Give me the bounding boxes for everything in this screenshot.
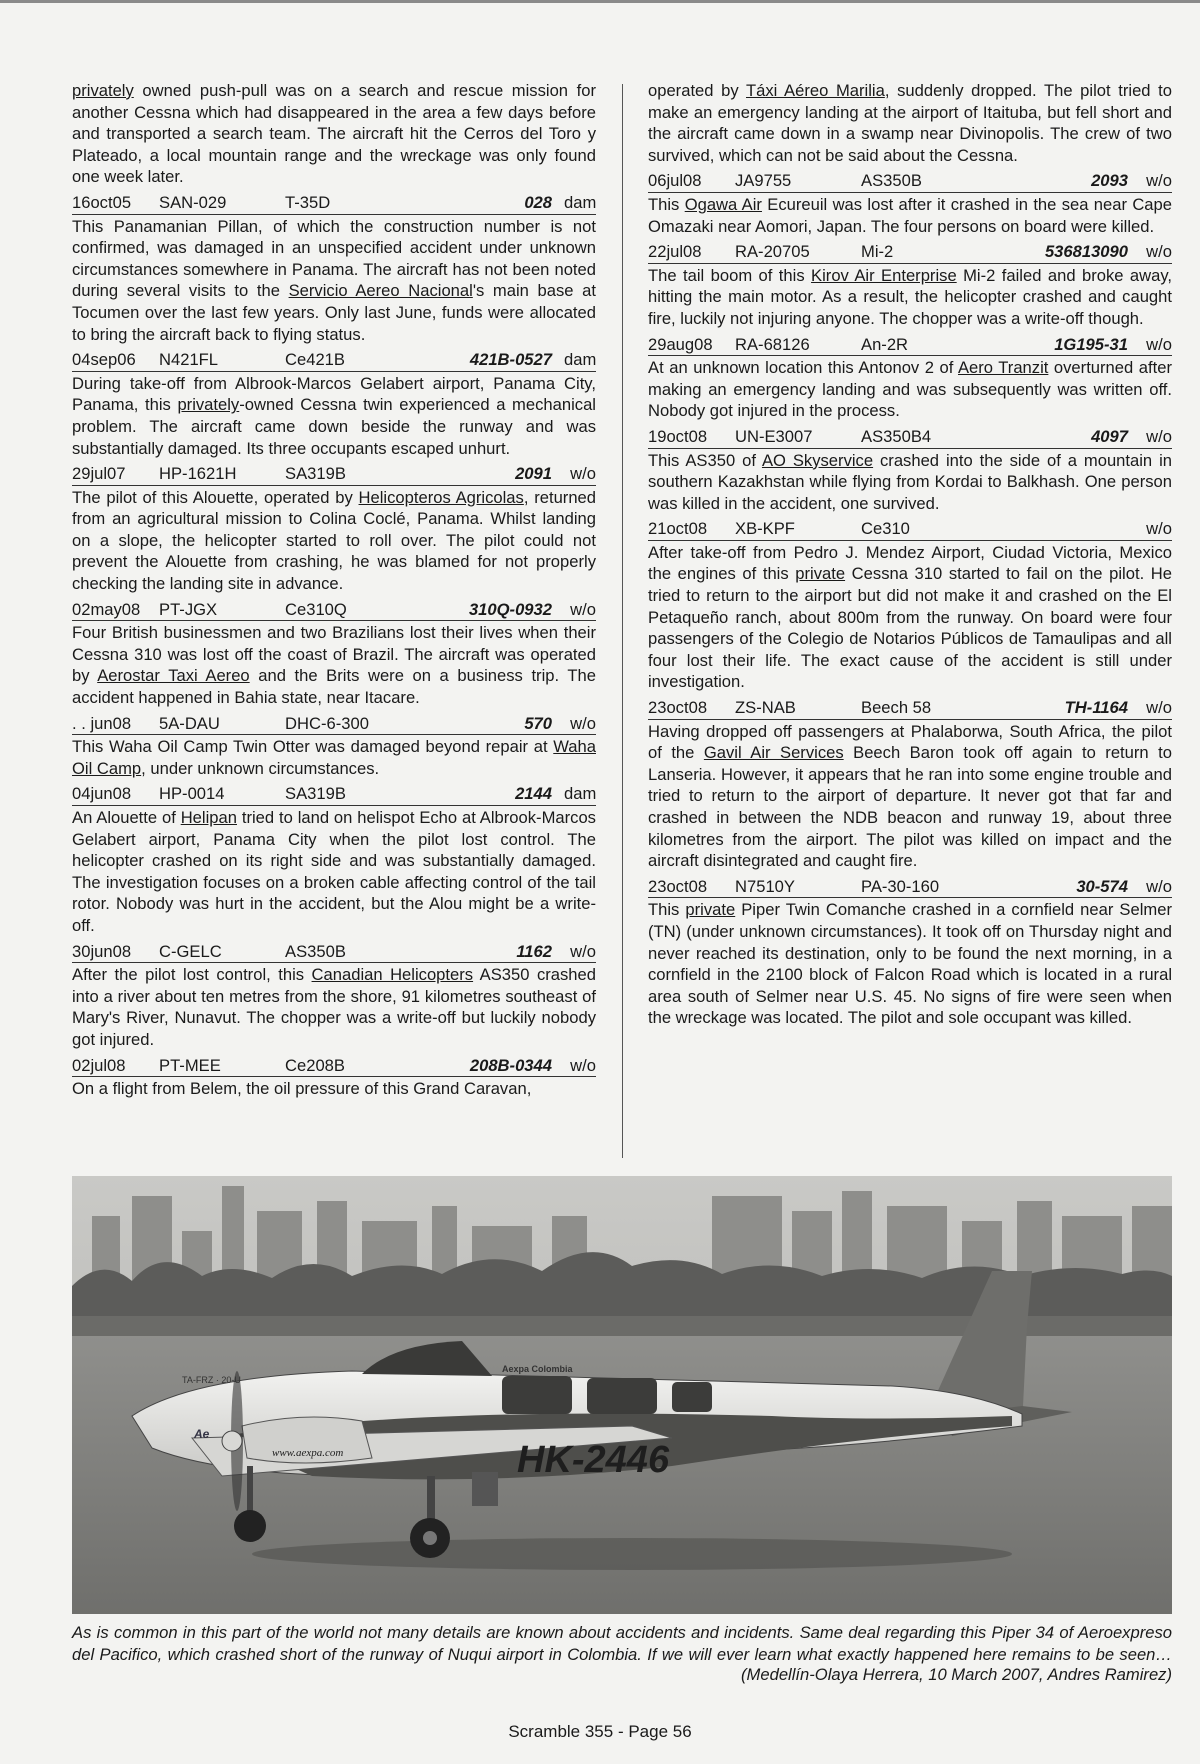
entry-aircraft-type: PA-30-160 [861,876,940,896]
entry-construction-number: 028 [524,192,552,212]
text-segment: , suddenly dropped. The pilot tried to make an emergency landing at the airport of Itaituba, but fell short and the aircraft came down in a swamp near Divinopolis. The crew of two survived, which can not be said about the Cessna. [648,81,1172,165]
entry-text [648,721,1172,872]
text-segment: After take-off from Pedro J. Mendez Airport, Ciudad Victoria, Mexico the engines of this [648,542,1172,584]
entry-header [648,426,1172,449]
operator-name: privately [177,395,240,415]
entry-header [648,518,1172,541]
text-segment: This [648,194,685,214]
entry-status: w/o [1146,334,1172,354]
text-segment: AS350 crashed into a river about ten metres from the shore, 91 kilometres southeast of Mary's River, Nunavut. The chopper was a write-off but luckily nobody got injured. [72,965,596,1049]
entry-date: 30jun08 [72,941,132,961]
entry-text [72,373,596,459]
entry-status: w/o [1146,242,1172,262]
entry-construction-number: 2091 [515,464,552,484]
text-segment: This Waha Oil Camp Twin Otter was damaged beyond repair at [72,737,554,757]
entry-status: dam [564,784,597,804]
registration-text: HK-2446 [517,1439,670,1481]
entry-construction-number: 570 [524,713,552,733]
text-segment: The tail boom of this [648,265,812,285]
text-segment: This AS350 of [648,450,762,470]
text-segment: tried to land on helispot Echo at Albrook-Marcos Gelabert airport, Panama City when the pilot lost control. The helicopter crashed on its right side and was substantially damaged. The investigation focuses on a broken cable affecting control of the tail rotor. Nobody was hurt in the accident, but the Alou might be a write-off. [72,808,596,935]
entry-text [648,450,1172,515]
entry-date: 16oct05 [72,192,132,212]
entry-aircraft-type: AS350B [861,171,922,191]
right-column [648,80,1172,1033]
entry-header [72,941,596,964]
text-segment: owned push-pull was on a search and rescue mission for another Cessna which had disappeared in the area a few days before and transported a search team. The aircraft hit the Cerros del Toro y Plateado, a local mountain range and the wreckage was only found one week later. [72,81,596,187]
entry-date: 23oct08 [648,876,708,896]
cabin-text: Aexpa Colombia [502,1364,573,1374]
intro-paragraph [72,80,596,188]
entry-status: w/o [1146,426,1172,446]
operator-name: Kirov Air Enterprise [811,265,957,285]
entry-registration: PT-JGX [159,599,218,619]
entry-aircraft-type: An-2R [861,334,909,354]
entry-date: 04jun08 [72,784,132,804]
entry-construction-number: 208B-0344 [469,1055,552,1075]
entry-aircraft-type: Ce310Q [285,599,347,619]
operator-name: Aero Tranzit [957,358,1049,378]
entry-date: 02jul08 [72,1055,126,1075]
entry-date: 04sep06 [72,350,136,370]
entry-date: 22jul08 [648,242,702,262]
entry-construction-number: 421B-0527 [469,350,552,370]
operator-name: private [685,900,736,920]
website-text: www.aexpa.com [272,1447,344,1459]
entry-status: w/o [1146,171,1172,191]
operator-name: Helicopteros Agricolas [358,487,524,507]
text-segment: Ecureuil was lost after it crashed in the sea near Cape Omazaki near Aomori, Japan. The four persons on board were killed. [648,194,1172,236]
entry-status: w/o [570,941,596,961]
operator-name: Canadian Helicopters [311,965,474,985]
entry-header [648,170,1172,193]
left-column [72,80,596,1104]
text-segment: This Panamanian Pillan, of which the construction number is not confirmed, was damaged in an unspecified accident under unknown circumstances somewhere in Panama. The aircraft has not been noted during several visits to the [72,216,596,301]
text-segment: After the pilot lost control, this [72,965,312,985]
operator-name: privately [72,81,134,100]
entry-registration: HP-1621H [159,464,237,484]
entry-aircraft-type: DHC-6-300 [285,713,369,733]
entry-construction-number: 1G195-31 [1054,334,1128,354]
entry-text [72,216,596,346]
entry-status: w/o [570,599,596,619]
operator-name: Gavil Air Services [703,743,844,763]
operator-name: Helipan [180,808,237,827]
entry-registration: N7510Y [735,876,795,896]
operator-name: Waha Oil Camp [72,737,596,778]
entry-date: 06jul08 [648,171,702,191]
top-border [0,0,1200,3]
entry-status: w/o [1146,519,1172,539]
entry-aircraft-type: Ce208B [285,1055,345,1075]
entry-text [72,622,596,708]
entry-text [648,265,1172,330]
entry-header [72,599,596,622]
entry-date: 29jul07 [72,464,126,484]
operator-name: AO Skyservice [761,450,874,470]
entry-text [648,357,1172,422]
entry-registration: RA-20705 [735,242,810,262]
entry-status: w/o [570,1055,596,1075]
entry-aircraft-type: SA319B [285,464,346,484]
entry-aircraft-type: AS350B4 [861,426,932,446]
text-segment: Cessna 310 started to fail on the pilot. He tried to return to the airport but did not make it and crashed on the El Petaqueño ranch, about 800m from the runway. On board were four passengers of the Colegio de Notarios Públicos de Tamaulipas and all four lost their life. The exact cause of the accident is still under investigation. [648,564,1173,692]
text-segment: Having dropped off passengers at Phalaborwa, South Africa, the pilot of the [648,721,1172,763]
entry-registration: N421FL [159,350,219,370]
entry-header [72,192,596,215]
text-segment: The pilot of this Alouette, operated by [72,487,359,507]
entry-construction-number: 1162 [516,941,552,961]
operator-name: Ogawa Air [684,194,762,214]
entry-construction-number: 2093 [1091,171,1128,191]
entry-header [648,697,1172,720]
entry-construction-number: 2144 [515,784,552,804]
entry-aircraft-type: Mi-2 [861,242,894,262]
entry-text [72,487,596,595]
text-segment: Four British businessmen and two Brazilians lost their lives when their Cessna 310 was lost off the coast of Brazil. The aircraft was operated by [72,623,596,686]
entry-text [72,807,596,937]
entry-date: 29aug08 [648,334,713,354]
text-segment: Mi-2 failed and broke away, hitting the main motor. As a result, the helicopter crashed and caught fire, luckily not injuring anyone. The chopper was a write-off though. [648,265,1172,328]
text-segment: This [648,900,686,920]
entry-status: w/o [570,464,596,484]
entry-construction-number: TH-1164 [1064,698,1128,718]
entry-registration: HP-0014 [159,784,225,804]
entry-construction-number: 4097 [1091,426,1128,446]
text-segment: Piper Twin Comanche crashed in a cornfield near Selmer (TN) (under unknown circumstances). It took off on Thursday night and never reached its destination, only to be found the next morning, in a cornfield in the 2100 block of Falcon Road which is located in a rural area south of Selmer near U.S. 45. No signs of fire were seen when the wreckage was located. The pilot and sole occupant was killed. [648,900,1172,1028]
text-segment: , under unknown circumstances. [141,758,380,778]
entry-header [648,241,1172,264]
entry-construction-number: 536813090 [1044,242,1128,262]
entry-date: . . jun08 [72,713,132,733]
entry-status: w/o [570,713,596,733]
text-segment: , returned from an agricultural mission to Colina Coclé, Panama. Whilst landing on a slope, the helicopter started to roll over. The pilot could not prevent the Alouette from crashing, he was blamed for not properly checking the landing site in advance. [72,487,597,594]
text-segment: crashed into the side of a mountain in southern Kazakhstan while flying from Kordai to Balkhash. One person was killed in the accident, one survived. [648,450,1172,513]
entry-text [648,899,1172,1029]
text-segment: overturned after making an emergency landing and was subsequently was written off. Nobody got injured in the process. [648,358,1172,421]
photo-credit: (Medellín-Olaya Herrera, 10 March 2007, Andres Ramirez) [741,1665,1172,1684]
text-segment: operated by [648,81,746,100]
text-segment: and the Brits were on a business trip. The accident happened in Bahia state, near Itacare. [72,666,596,708]
nose-logo-text: Ae [194,1427,210,1441]
entry-aircraft-type: Beech 58 [861,698,932,718]
entry-text [72,736,596,779]
entry-registration: 5A-DAU [159,713,220,733]
operator-name: Servicio Aereo Nacional [288,281,473,301]
entry-text [72,964,596,1050]
entry-registration: RA-68126 [735,334,810,354]
operator-name: Táxi Aéreo Marilia [746,81,885,100]
intro-paragraph [648,80,1172,166]
entry-header [72,713,596,736]
text-segment: At an unknown location this Antonov 2 of [648,358,958,378]
entry-registration: JA9755 [735,171,792,191]
entry-status: w/o [1146,876,1172,896]
entry-date: 02may08 [72,599,141,619]
entry-aircraft-type: AS350B [285,941,346,961]
text-segment: 's main base at Tocumen over the last few years. Only last June, funds were allocated to bring the aircraft back to flying status. [72,281,596,344]
text-segment: -owned Cessna twin experienced a mechanical problem. The aircraft came down beside the runway and was substantially damaged. Its three occupants escaped unhurt. [72,395,596,458]
entry-header [648,876,1172,899]
entry-header [72,1055,596,1078]
text-segment: On a flight from Belem, the oil pressure of this Grand Caravan, [72,1079,532,1099]
entry-construction-number: 310Q-0932 [468,599,552,619]
entry-registration: SAN-029 [159,192,227,212]
entry-header [72,463,596,486]
operator-name: private [795,564,846,584]
entry-registration: ZS-NAB [735,698,796,718]
text-segment: Beech Baron took off again to return to Lanseria. However, it appears that he ran into some engine trouble and tried to return to the airport of departure. It never got that far and crashed in between the NDB beacon and runway 19, about three kilometres from the airport. The pilot was killed on impact and the aircraft disintegrated and caught fire. [648,743,1172,871]
entry-registration: XB-KPF [735,519,795,539]
entry-aircraft-type: Ce310 [861,519,910,539]
page-footer: Scramble 355 - Page 56 [508,1722,692,1741]
entry-text [648,194,1172,237]
entry-registration: C-GELC [159,941,222,961]
operator-name: Aerostar Taxi Aereo [97,666,250,686]
entry-text [72,1078,596,1100]
photo-caption: As is common in this part of the world not many details are known about accidents and incidents. Same deal regarding this Piper 34 of Aeroexpreso del Pacifico, which crashed short of the runway of Nuqui airport in Colombia. If we will ever learn what exactly happened here remains to be seen… [72,1623,1172,1664]
text-segment: During take-off from Albrook-Marcos Gelabert airport, Panama City, Panama, this [72,373,596,415]
entry-aircraft-type: T-35D [285,192,331,212]
entry-status: dam [564,192,597,212]
tail-reg-text: TA-FRZ · 20-U [182,1375,241,1385]
entry-registration: UN-E3007 [735,426,813,446]
entry-status: dam [564,350,597,370]
entry-date: 21oct08 [648,519,708,539]
entry-aircraft-type: SA319B [285,784,346,804]
entry-header [72,783,596,806]
entry-date: 19oct08 [648,426,708,446]
entry-status: w/o [1146,698,1172,718]
entry-aircraft-type: Ce421B [285,350,345,370]
entry-date: 23oct08 [648,698,708,718]
entry-construction-number: 30-574 [1076,876,1128,896]
entry-registration: PT-MEE [159,1055,221,1075]
column-divider [622,84,623,1158]
text-segment: An Alouette of [72,808,181,827]
aircraft-photo [72,1176,1172,1614]
entry-text [648,542,1172,693]
entry-header [72,349,596,372]
entry-header [648,334,1172,357]
